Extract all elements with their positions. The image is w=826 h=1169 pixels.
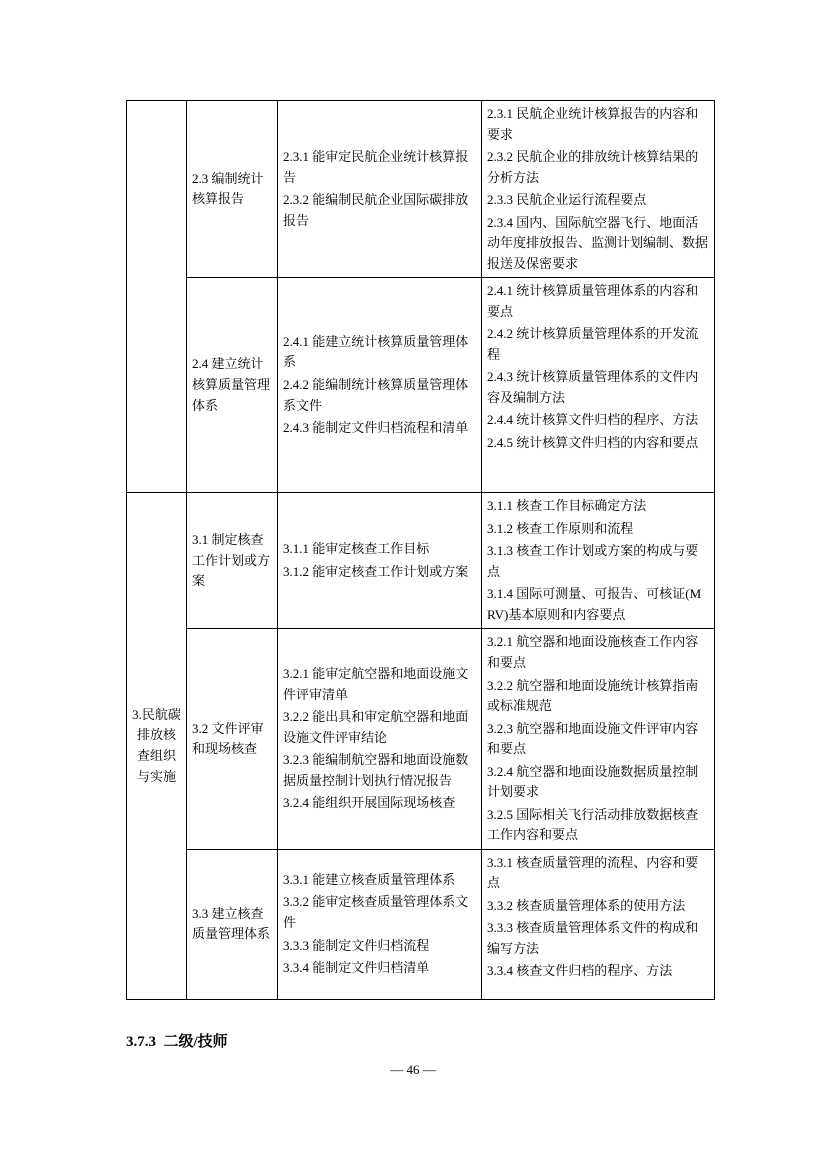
- knowledge-item: 3.1.2 核查工作原则和流程: [487, 520, 634, 536]
- skill-item: 2.4.2 能编制统计核算质量管理体系文件: [283, 376, 469, 413]
- knowledge-item: 2.3.1 民航企业统计核算报告的内容和要求: [487, 106, 699, 142]
- knowledge-item: 3.2.2 航空器和地面设施统计核算指南或标准规范: [487, 677, 699, 714]
- skill-item: 3.2.3 能编制航空器和地面设施数据质量控制计划执行情况报告: [283, 752, 469, 788]
- knowledge-cell: [482, 493, 715, 629]
- skill-item: 2.4.3 能制定文件归档流程和清单: [283, 420, 469, 436]
- skill-item: 3.2.2 能出具和审定航空器和地面设施文件评审结论: [283, 709, 469, 745]
- table-row: [127, 101, 715, 278]
- task-label: 3.2 文件评审和现场核查: [192, 720, 264, 757]
- skill-item: 3.3.3 能制定文件归档流程: [283, 937, 430, 953]
- skill-item: 2.4.1 能建立统计核算质量管理体系: [283, 333, 469, 370]
- knowledge-item: 3.3.2 核查质量管理体系的使用方法: [487, 897, 686, 913]
- page-number: — 46 —: [390, 1062, 436, 1077]
- knowledge-item: 3.2.1 航空器和地面设施核查工作内容和要点: [487, 634, 699, 670]
- skills-cell: [278, 629, 482, 849]
- occupational-standard-table: [126, 100, 715, 1000]
- task-cell: [187, 849, 278, 999]
- skills-cell: [278, 849, 482, 999]
- knowledge-item: 3.2.4 航空器和地面设施数据质量控制计划要求: [487, 763, 699, 800]
- table-row: [127, 278, 715, 493]
- knowledge-item: 2.4.5 统计核算文件归档的内容和要点: [487, 434, 699, 450]
- function-group-label: 3.民航碳排放核查组织与实施: [132, 706, 181, 784]
- knowledge-cell: [482, 278, 715, 493]
- skills-cell: [278, 493, 482, 629]
- task-label: 3.3 建立核查质量管理体系: [192, 905, 271, 942]
- knowledge-item: 3.3.1 核查质量管理的流程、内容和要点: [487, 854, 699, 891]
- skill-item: 3.2.1 能审定航空器和地面设施文件评审清单: [283, 666, 469, 702]
- knowledge-cell: [482, 629, 715, 849]
- table-row: [127, 493, 715, 629]
- task-cell: [187, 278, 278, 493]
- table-row: [127, 629, 715, 849]
- knowledge-item: 3.1.3 核查工作计划或方案的构成与要点: [487, 543, 699, 579]
- task-cell: [187, 493, 278, 629]
- knowledge-item: 3.3.3 核查质量管理体系文件的构成和编写方法: [487, 920, 699, 956]
- knowledge-item: 2.4.4 统计核算文件归档的程序、方法: [487, 412, 699, 428]
- section-heading: 3.7.3 二级/技师: [126, 1034, 228, 1050]
- knowledge-item: 3.1.4 国际可测量、可报告、可核证(MRV)基本原则和内容要点: [487, 586, 702, 622]
- knowledge-item: 2.4.1 统计核算质量管理体系的内容和要点: [487, 283, 699, 319]
- skill-item: 3.3.4 能制定文件归档清单: [283, 960, 430, 976]
- knowledge-item: 3.1.1 核查工作目标确定方法: [487, 498, 647, 514]
- knowledge-cell: [482, 101, 715, 278]
- task-cell: [187, 629, 278, 849]
- knowledge-item: 3.3.4 核查文件归档的程序、方法: [487, 963, 673, 979]
- skills-cell: [278, 101, 482, 278]
- skill-item: 3.1.2 能审定核查工作计划或方案: [283, 563, 469, 579]
- function-group-cell-empty: [127, 101, 187, 493]
- table-row: [127, 849, 715, 999]
- knowledge-item: 2.3.3 民航企业运行流程要点: [487, 192, 647, 208]
- knowledge-item: 2.4.3 统计核算质量管理体系的文件内容及编制方法: [487, 369, 699, 405]
- knowledge-item: 2.4.2 统计核算质量管理体系的开发流程: [487, 326, 699, 362]
- knowledge-cell: [482, 849, 715, 999]
- knowledge-item: 3.2.5 国际相关飞行活动排放数据核查工作内容和要点: [487, 806, 699, 843]
- skill-item: 3.3.1 能建立核查质量管理体系: [283, 871, 456, 887]
- knowledge-item: 2.3.2 民航企业的排放统计核算结果的分析方法: [487, 149, 699, 185]
- skill-item: 2.3.1 能审定民航企业统计核算报告: [283, 149, 469, 185]
- skill-item: 2.3.2 能编制民航企业国际碳排放报告: [283, 192, 469, 228]
- skill-item: 3.3.2 能审定核查质量管理体系文件: [283, 894, 469, 930]
- task-label: 3.1 制定核查工作计划或方案: [192, 532, 271, 589]
- knowledge-item: 2.3.4 国内、国际航空器飞行、地面活动年度排放报告、监测计划编制、数据报送及保密要求: [487, 214, 709, 271]
- function-group-cell: [127, 493, 187, 1000]
- knowledge-item: 3.2.3 航空器和地面设施文件评审内容和要点: [487, 720, 699, 757]
- task-label: 2.3 编制统计核算报告: [192, 170, 264, 207]
- task-cell: [187, 101, 278, 278]
- skill-item: 3.1.1 能审定核查工作目标: [283, 541, 430, 557]
- skills-cell: [278, 278, 482, 493]
- task-label: 2.4 建立统计核算质量管理体系: [192, 356, 271, 413]
- skill-item: 3.2.4 能组织开展国际现场核查: [283, 795, 456, 811]
